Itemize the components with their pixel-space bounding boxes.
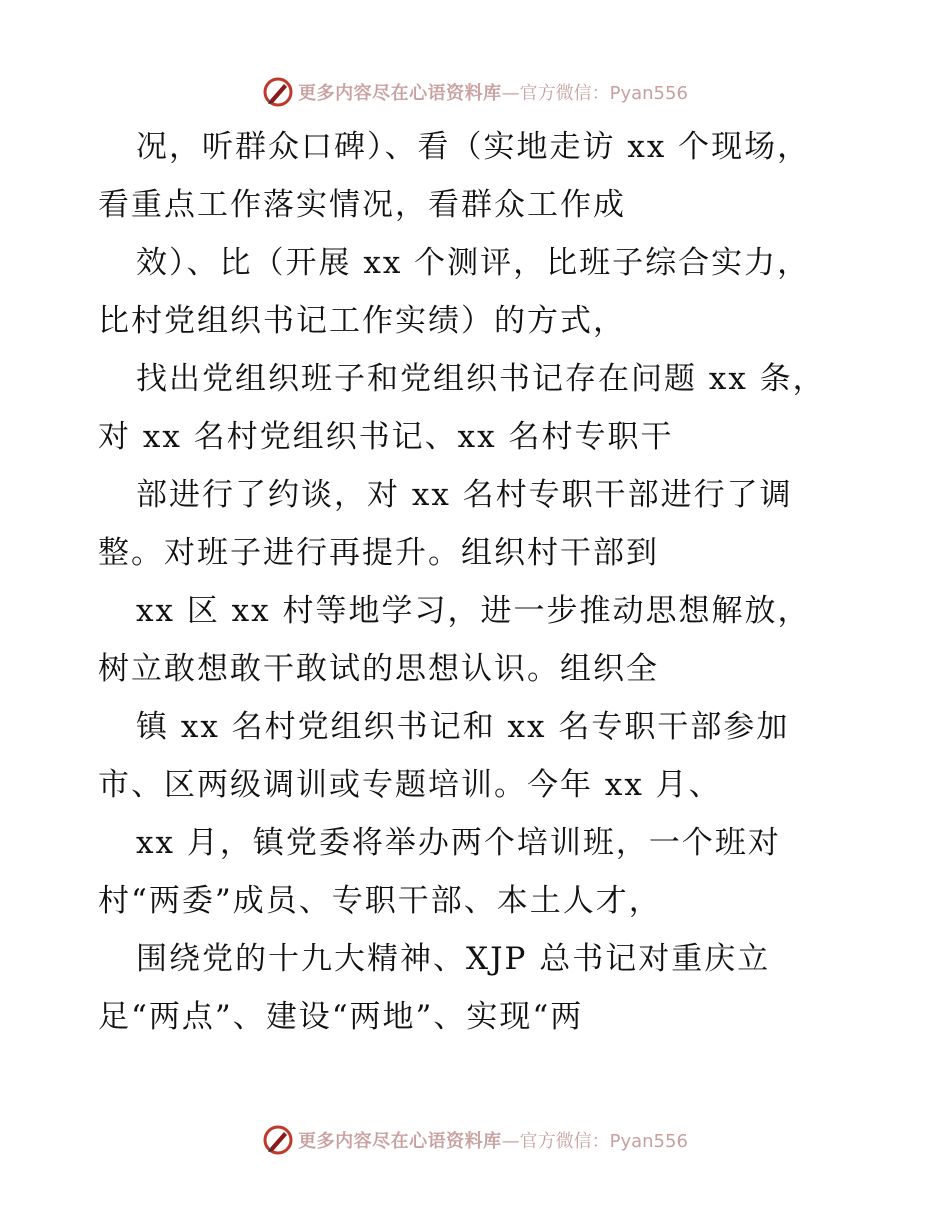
text-line: 市、区两级调训或专题培训。今年 xx 月、 — [98, 767, 722, 803]
text-line: 足“两点”、建设“两地”、实现“两 — [98, 999, 584, 1035]
text-line: xx 区 xx 村等地学习，进一步推动思想解放， — [136, 593, 811, 629]
banner-site-text: 更多内容尽在心语资料库 — [298, 1131, 502, 1152]
text-line: xx 月，镇党委将举办两个培训班，一个班对 — [136, 825, 781, 861]
banner-wechat-text: —官方微信：Pyan556 — [501, 83, 688, 104]
text-line: 村“两委”成员、专职干部、本土人才， — [98, 883, 662, 919]
text-line: 对 xx 名村党组织书记、xx 名村专职干 — [98, 419, 674, 455]
banner-site-text: 更多内容尽在心语资料库 — [298, 83, 502, 104]
pen-logo-icon — [262, 1124, 294, 1156]
pen-logo-icon — [262, 76, 294, 108]
text-line: 部进行了约谈，对 xx 名村专职干部进行了调 — [136, 477, 793, 513]
text-line: 效）、比（开展 xx 个测评，比班子综合实力， — [136, 245, 811, 281]
text-line: 找出党组织班子和党组织书记存在问题 xx 条， — [136, 361, 826, 397]
banner-wechat-text: —官方微信：Pyan556 — [501, 1131, 688, 1152]
text-line: 树立敢想敢干敢试的思想认识。组织全 — [98, 651, 659, 687]
text-line: 比村党组织书记工作实绩）的方式， — [98, 303, 626, 339]
text-line: 整。对班子进行再提升。组织村干部到 — [98, 535, 659, 571]
document-body — [98, 118, 858, 1046]
text-line: 看重点工作落实情况，看群众工作成 — [98, 187, 626, 223]
header-watermark — [0, 72, 950, 112]
text-line: 镇 xx 名村党组织书记和 xx 名专职干部参加 — [136, 709, 790, 745]
footer-watermark — [0, 1120, 950, 1160]
text-line: 围绕党的十九大精神、XJP 总书记对重庆立 — [136, 941, 771, 977]
text-line: 况，听群众口碑）、看（实地走访 xx 个现场， — [136, 129, 811, 165]
